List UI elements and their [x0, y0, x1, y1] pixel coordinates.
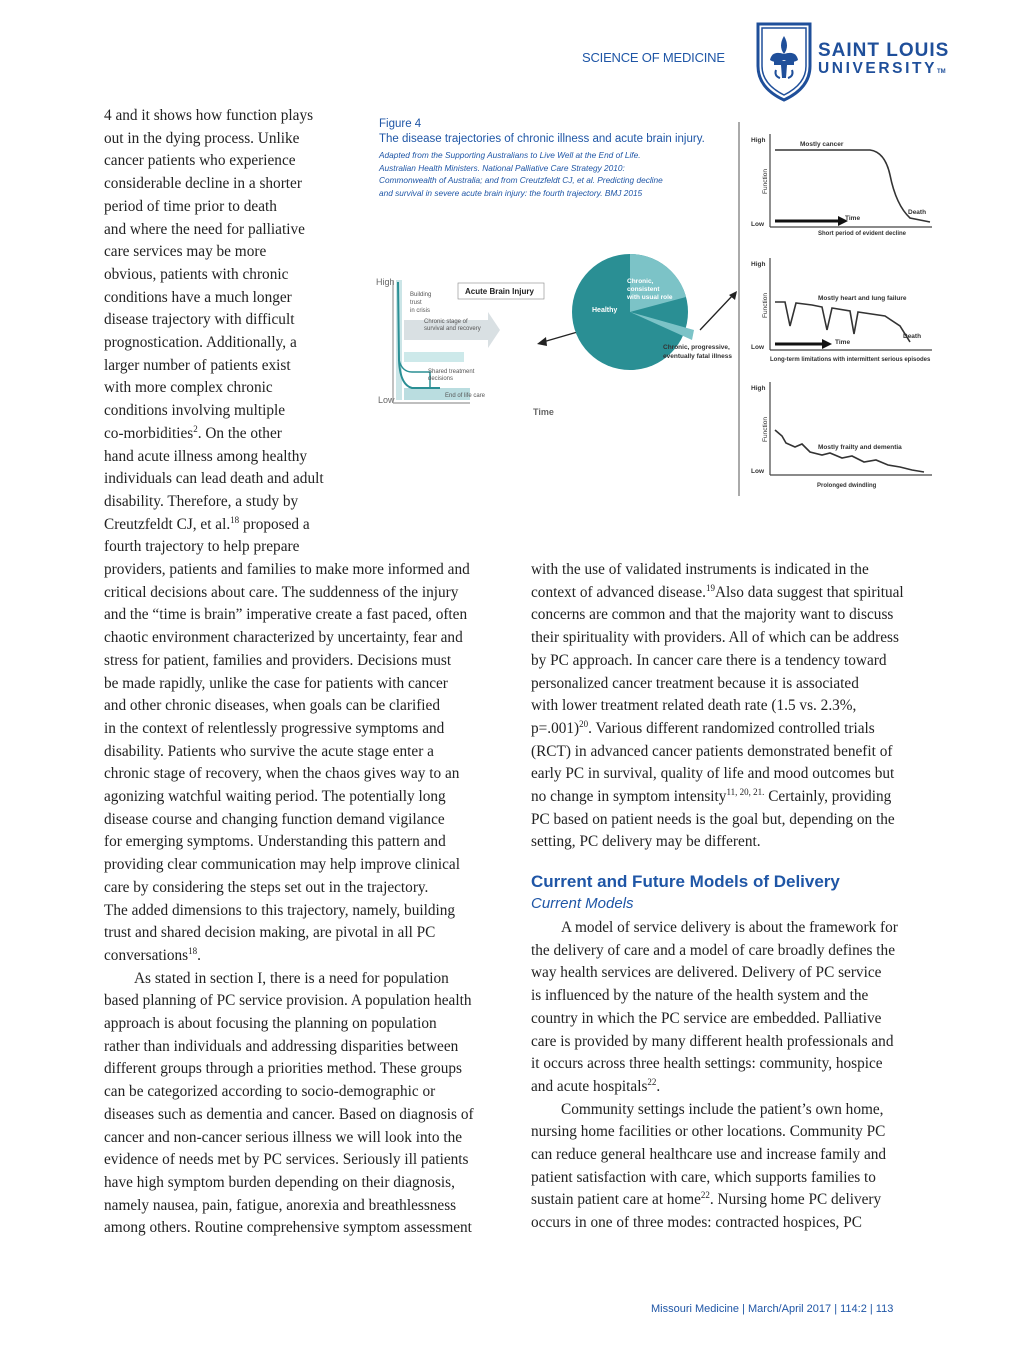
- panel-curve-label: Mostly frailty and dementia: [818, 444, 902, 451]
- body-line: by PC approach. In cancer care there is a tendency toward: [531, 651, 887, 669]
- body-line: and other chronic diseases, when goals can be clarified: [104, 697, 440, 715]
- pie-chronic-label-2: consistent: [627, 286, 660, 293]
- panel-curve: [775, 302, 910, 342]
- body-line: providing clear communication may help improve clinical: [104, 856, 460, 874]
- body-line: patient satisfaction with care, which supports families to: [531, 1168, 876, 1186]
- body-line: prognostication. Additionally, a: [104, 334, 297, 352]
- panel-curve: [775, 430, 924, 472]
- body-line: be made rapidly, unlike the case for patients with cancer: [104, 674, 448, 692]
- body-line: their spirituality with providers. All of which can be address: [531, 629, 899, 647]
- body-line: among others. Routine comprehensive symptom assessment: [104, 1219, 472, 1237]
- citation: 22: [647, 1076, 657, 1087]
- pie-healthy-label: Healthy: [592, 307, 618, 314]
- panel-axis: Function: [762, 169, 769, 194]
- body-line: co-morbidities$^2$. On the other: [104, 423, 282, 442]
- body-line: agonizing watchful waiting period. The potentially long: [104, 788, 446, 806]
- body-line: is influenced by the nature of the health system and the: [531, 987, 869, 1005]
- label-building-3: in crisis: [410, 308, 431, 314]
- body-line: no change in symptom intensity$^{11, 20, 21.}$ Certainly, providing: [531, 787, 892, 806]
- right-column-bottom: [531, 917, 898, 1235]
- arrow-head-icon: [537, 337, 547, 346]
- time-arrow-head-icon: [822, 339, 832, 349]
- body-line: with more complex chronic: [104, 379, 273, 397]
- figure-source: Adapted from the Supporting Australians to Live Well at the End of Life. Australian Health Ministers. National Palliative Care Strategy 2010: Commonwealth of Australia; and from Creutzfeldt CJ, et al. Predicting decline and survival in severe acute brain injury: the fourth trajectory. BMJ 2015: [379, 150, 663, 198]
- acute-y-high: High: [376, 277, 395, 287]
- acute-branch-line: [399, 360, 430, 388]
- body-line: As stated in section I, there is a need for population: [134, 969, 449, 987]
- citation: 18: [188, 945, 198, 956]
- body-line: Community settings include the patient’s own home,: [561, 1100, 884, 1118]
- label-chronic-2: survival and recovery: [424, 326, 481, 332]
- body-line: approach is about focusing the planning on population: [104, 1015, 437, 1033]
- body-line: care is provided by many different health professionals and: [531, 1032, 894, 1050]
- body-line: evidence of needs met by PC services. Seriously ill patients: [104, 1151, 469, 1169]
- logo-line-2: UNIVERSITYTM: [818, 60, 946, 77]
- body-line: can reduce general healthcare use and increase family and: [531, 1146, 887, 1164]
- body-line: setting, PC delivery may be different.: [531, 833, 761, 851]
- figure-label: Figure 4: [379, 118, 422, 130]
- figure-title: The disease trajectories of chronic illness and acute brain injury.: [379, 133, 705, 145]
- body-line: can be categorized according to socio-demographic or: [104, 1083, 436, 1101]
- body-line: sustain patient care at home$^{22}$. Nursing home PC delivery: [531, 1190, 882, 1209]
- logo-line-1: SAINT LOUIS: [818, 40, 950, 61]
- body-line: The added dimensions to this trajectory, namely, building: [104, 901, 456, 919]
- trajectory-panel-organ-failure: [751, 258, 932, 363]
- panel-axis: Function: [762, 293, 769, 318]
- section-label: SCIENCE OF MEDICINE: [582, 50, 725, 65]
- body-line: and acute hospitals$^{22}$.: [531, 1076, 661, 1095]
- body-line: out in the dying process. Unlike: [104, 129, 300, 147]
- body-line: it occurs across three health settings: community, hospice: [531, 1055, 883, 1073]
- section-subheading: Current Models: [531, 895, 634, 912]
- pie-chronic-label-3: with usual role: [627, 294, 673, 301]
- body-line: rather than individuals and addressing disparities between: [104, 1037, 459, 1055]
- right-column-top: [531, 559, 904, 854]
- panel-caption: Prolonged dwindling: [817, 483, 877, 489]
- body-line: care services may be more: [104, 243, 267, 261]
- body-line: disability. Patients who survive the acute stage enter a: [104, 742, 434, 760]
- body-line: cancer and non-cancer serious illness we will look into the: [104, 1128, 463, 1146]
- body-line: chaotic environment characterized by uncertainty, fear and: [104, 629, 463, 647]
- population-pie-chart: [572, 254, 732, 370]
- panel-curve: [775, 150, 930, 222]
- body-line: providers, patients and families to make more informed and: [104, 561, 470, 578]
- pie-fatal-label-1: Chronic, progressive,: [663, 344, 730, 351]
- panel-end: Death: [903, 333, 922, 340]
- citation: 11, 20, 21.: [726, 787, 765, 798]
- body-line: with the use of validated instruments is indicated in the: [531, 561, 869, 578]
- acute-x-label: Time: [533, 407, 554, 417]
- section-heading: Current and Future Models of Delivery: [531, 872, 840, 891]
- body-line: different groups through a priorities method. These groups: [104, 1060, 462, 1078]
- body-line: critical decisions about care. The suddenness of the injury: [104, 583, 459, 601]
- body-line: Creutzfeldt CJ, et al.$^{18}$ proposed a: [104, 514, 310, 533]
- panel-time: Time: [835, 339, 851, 346]
- body-line: personalized cancer treatment because it is associated: [531, 674, 859, 692]
- panel-high: High: [751, 385, 766, 392]
- body-line: care by considering the steps set out in the trajectory.: [104, 878, 429, 896]
- citation: 22: [700, 1190, 710, 1201]
- body-line: early PC in survival, quality of life and mood outcomes but: [531, 765, 895, 783]
- panel-caption: Long-term limitations with intermittent serious episodes: [770, 357, 931, 363]
- body-line: conversations$^{18}$.: [104, 945, 201, 964]
- page-footer: Missouri Medicine | March/April 2017 | 114:2 | 113: [651, 1303, 894, 1315]
- body-line: obvious, patients with chronic: [104, 265, 289, 283]
- acute-brain-injury-panel: [376, 277, 554, 417]
- panel-axis: Function: [762, 417, 769, 442]
- trajectory-panel-cancer: [751, 134, 932, 237]
- body-line: and the “time is brain” imperative create a fast paced, often: [104, 606, 468, 624]
- body-line: fourth trajectory to help prepare: [104, 538, 300, 556]
- body-line: occurs in one of three modes: contracted hospices, PC: [531, 1214, 862, 1232]
- panel-low: Low: [751, 221, 764, 228]
- pie-fatal-label-2: eventually fatal illness: [663, 353, 733, 360]
- body-line: disease trajectory with difficult: [104, 311, 295, 329]
- panel-caption: Short period of evident decline: [818, 231, 907, 237]
- arrow-to-chronic: [700, 295, 733, 330]
- label-building-2: trust: [410, 300, 422, 306]
- body-line: diseases such as dementia and cancer. Based on diagnosis of: [104, 1105, 474, 1123]
- body-line: PC based on patient needs is the goal but, depending on the: [531, 810, 895, 828]
- body-line: larger number of patients exist: [104, 356, 291, 374]
- panel-end: Death: [908, 209, 927, 216]
- body-line: based planning of PC service provision. A population health: [104, 992, 472, 1010]
- body-line: context of advanced disease.$^{19}$Also data suggest that spiritual: [531, 582, 904, 601]
- citation: 19: [706, 582, 715, 593]
- body-line: A model of service delivery is about the framework for: [561, 919, 898, 936]
- body-line: nursing home facilities or other locations. Community PC: [531, 1123, 886, 1141]
- body-line: for emerging symptoms. Understanding this pattern and: [104, 833, 446, 851]
- body-line: p=.001)$^{20}$. Various different randomized controlled trials: [531, 718, 875, 737]
- body-line: cancer patients who experience: [104, 152, 296, 170]
- body-line: disability. Therefore, a study by: [104, 492, 299, 510]
- body-line: individuals can lead death and adult: [104, 470, 324, 488]
- body-line: disease course and changing function demand vigilance: [104, 810, 445, 828]
- label-chronic-1: Chronic stage of: [424, 319, 468, 325]
- citation: 18: [230, 514, 240, 525]
- label-eol: End of life care: [445, 393, 486, 399]
- body-line: the delivery of care and a model of care broadly defines the: [531, 941, 895, 959]
- panel-curve-label: Mostly cancer: [800, 141, 844, 148]
- body-line: country in which the PC service are embedded. Palliative: [531, 1009, 882, 1027]
- body-line: stress for patient, families and providers. Decisions must: [104, 651, 452, 669]
- body-line: chronic stage of recovery, when the chaos gives way to an: [104, 765, 460, 783]
- panel-high: High: [751, 137, 766, 144]
- acute-title: Acute Brain Injury: [465, 287, 534, 296]
- body-line: trust and shared decision making, are pivotal in all PC: [104, 924, 436, 942]
- body-line: with lower treatment related death rate (1.5 vs. 2.3%,: [531, 697, 857, 715]
- label-shared-2: decisions: [428, 376, 454, 382]
- panel-low: Low: [751, 344, 764, 351]
- body-line: in the context of relentlessly progressive symptoms and: [104, 719, 445, 737]
- body-line: considerable decline in a shorter: [104, 175, 302, 193]
- body-line: and where the need for palliative: [104, 220, 305, 238]
- body-line: way health services are delivered. Delivery of PC service: [531, 964, 882, 982]
- label-shared-1: Shared treatment: [428, 369, 475, 375]
- body-line: conditions have a much longer: [104, 288, 292, 306]
- panel-low: Low: [751, 468, 764, 475]
- body-line: (RCT) in advanced cancer patients demonstrated benefit of: [531, 742, 893, 760]
- body-line: 4 and it shows how function plays: [104, 107, 314, 124]
- body-line: period of time prior to death: [104, 197, 277, 215]
- label-building-1: Building: [410, 292, 432, 298]
- figure-graphic: [0, 0, 1024, 520]
- body-line: conditions involving multiple: [104, 402, 286, 420]
- body-line: namely nausea, pain, fatigue, anorexia and breathlessness: [104, 1196, 457, 1214]
- citation: 2: [193, 423, 198, 434]
- left-column-wide: [104, 559, 474, 1240]
- panel-high: High: [751, 261, 766, 268]
- acute-y-low: Low: [378, 395, 395, 405]
- panel-time: Time: [845, 215, 861, 222]
- body-line: have high symptom burden depending on their diagnosis,: [104, 1173, 455, 1191]
- panel-curve-label: Mostly heart and lung failure: [818, 295, 907, 302]
- pie-chronic-label-1: Chronic,: [627, 278, 654, 285]
- trajectory-panel-frailty: [751, 382, 932, 489]
- shared-decision-band: [404, 352, 464, 362]
- body-line: concerns are common and that the majority want to discuss: [531, 606, 894, 624]
- citation: 20: [579, 718, 589, 729]
- body-line: hand acute illness among healthy: [104, 447, 308, 465]
